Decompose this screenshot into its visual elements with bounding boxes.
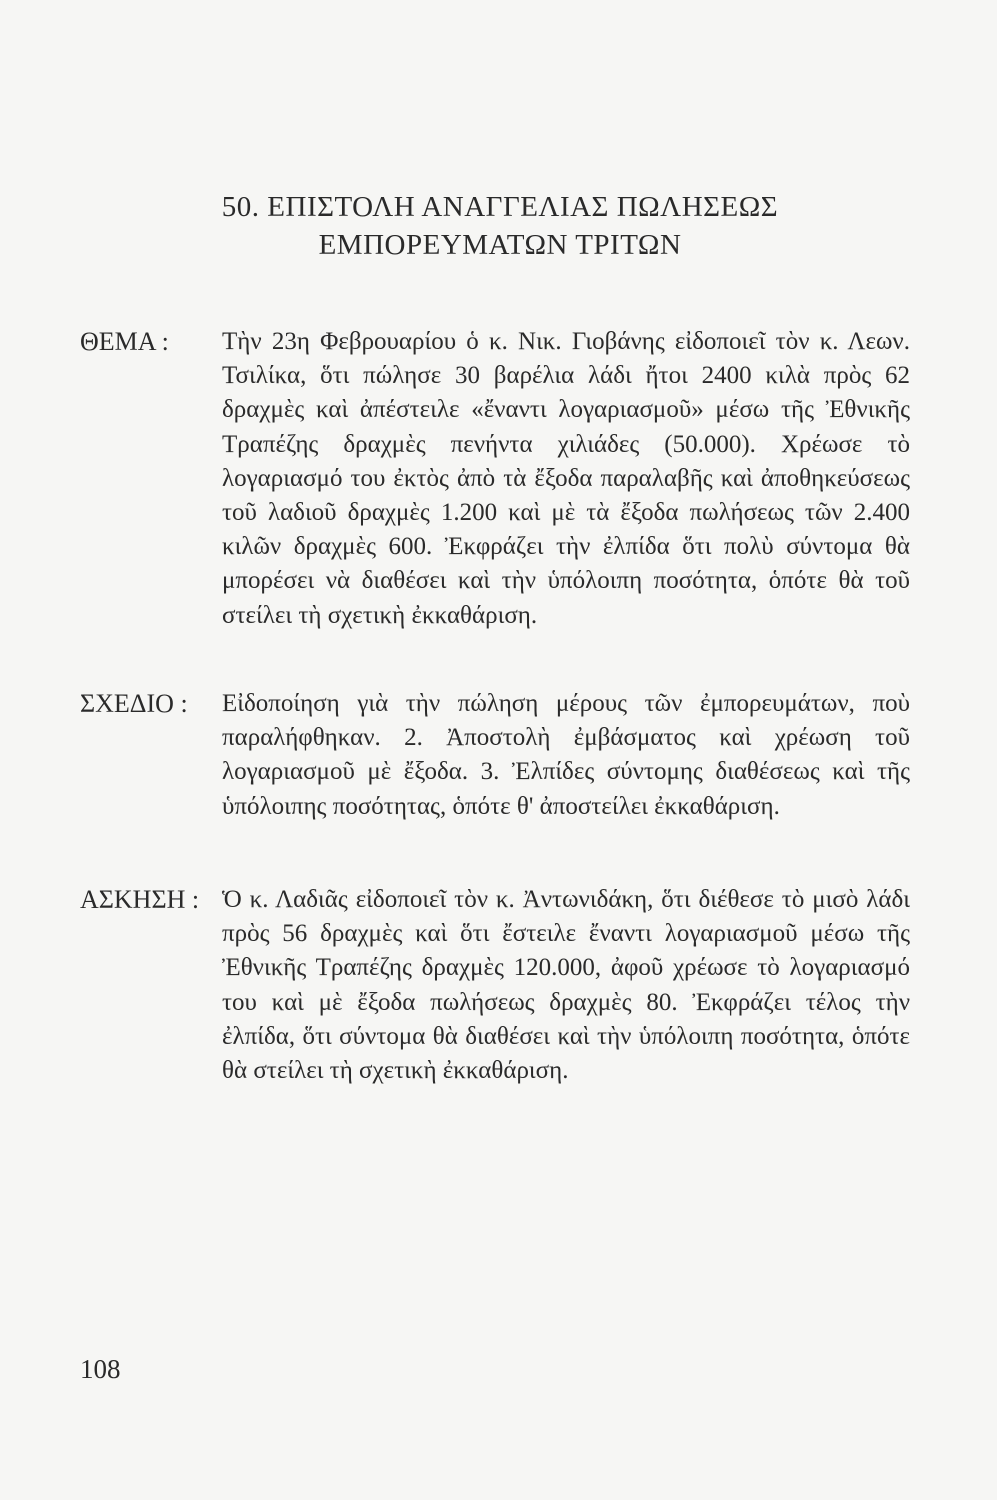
section-text-schedio: Εἰδοποίηση γιὰ τὴν πώληση μέρους τῶν ἐμπορευμάτων, ποὺ παραλήφθηκαν. 2. Ἀποστολὴ ἐμβάσματος καὶ χρέωση τοῦ λογαριασμοῦ μὲ ἔξοδα. 3. Ἐλπίδες σύντομης διαθέσεως καὶ τῆς ὑπόλοιπης ποσότητας, ὁπότε θ' ἀποστείλει ἐκκαθάριση. [222,690,910,820]
section-text-thema: Τὴν 23η Φεβρουαρίου ὁ κ. Νικ. Γιοβάνης εἰδοποιεῖ τὸν κ. Λεων. Τσιλίκα, ὅτι πώλησε 30 βαρέλια λάδι ἤτοι 2400 κιλὰ πρὸς 62 δραχμὲς καὶ ἀπέστειλε «ἔναντι λογαριασμοῦ» μέσω τῆς Ἐθνικῆς Τραπέζης δραχμὲς πενήντα χιλιάδες (50.000). Χρέωσε τὸ λογαριασμό του ἐκτὸς ἀπὸ τὰ ἔξοδα παραλαβῆς καὶ ἀποθηκεύσεως τοῦ λαδιοῦ δραχμὲς 1.200 καὶ μὲ τὰ ἔξοδα πωλήσεως τῶν 2.400 κιλῶν δραχμὲς 600. Ἐκφράζει τὴν ἐλπίδα ὅτι πολὺ σύντομα θὰ μπορέσει νὰ διαθέσει καὶ τὴν ὑπόλοιπη ποσότητα, ὁπότε θὰ τοῦ στείλει τὴ σχετικὴ ἐκκαθάριση. [222,328,910,629]
title-line-1: 50. ΕΠΙΣΤΟΛΗ ΑΝΑΓΓΕΛΙΑΣ ΠΩΛΗΣΕΩΣ [221,191,779,223]
section-label-askisi: ΑΣΚΗΣΗ : [80,885,200,914]
page-title [150,188,850,264]
page-number: 108 [80,1354,121,1384]
section-label-schedio: ΣΧΕΔΙΟ : [80,689,188,718]
section-label-thema: ΘΕΜΑ : [80,327,169,356]
section-text-askisi: Ὁ κ. Λαδιᾶς εἰδοποιεῖ τὸν κ. Ἀντωνιδάκη, ὅτι διέθεσε τὸ μισὸ λάδι πρὸς 56 δραχμὲς καὶ ὅτι ἔστειλε ἔναντι λογαριασμοῦ μέσω τῆς Ἐθνικῆς Τραπέζης δραχμὲς 120.000, ἀφοῦ χρέωσε τὸ λογαριασμό του καὶ μὲ ἔξοδα πωλήσεως δραχμὲς 80. Ἐκφράζει τέλος τὴν ἐλπίδα, ὅτι σύντομα θὰ διαθέσει καὶ τὴν ὑπόλοιπη ποσότητα, ὁπότε θὰ στείλει τὴ σχετικὴ ἐκκαθάριση. [222,886,910,1085]
title-line-2: ΕΜΠΟΡΕΥΜΑΤΩΝ ΤΡΙΤΩΝ [318,229,682,261]
